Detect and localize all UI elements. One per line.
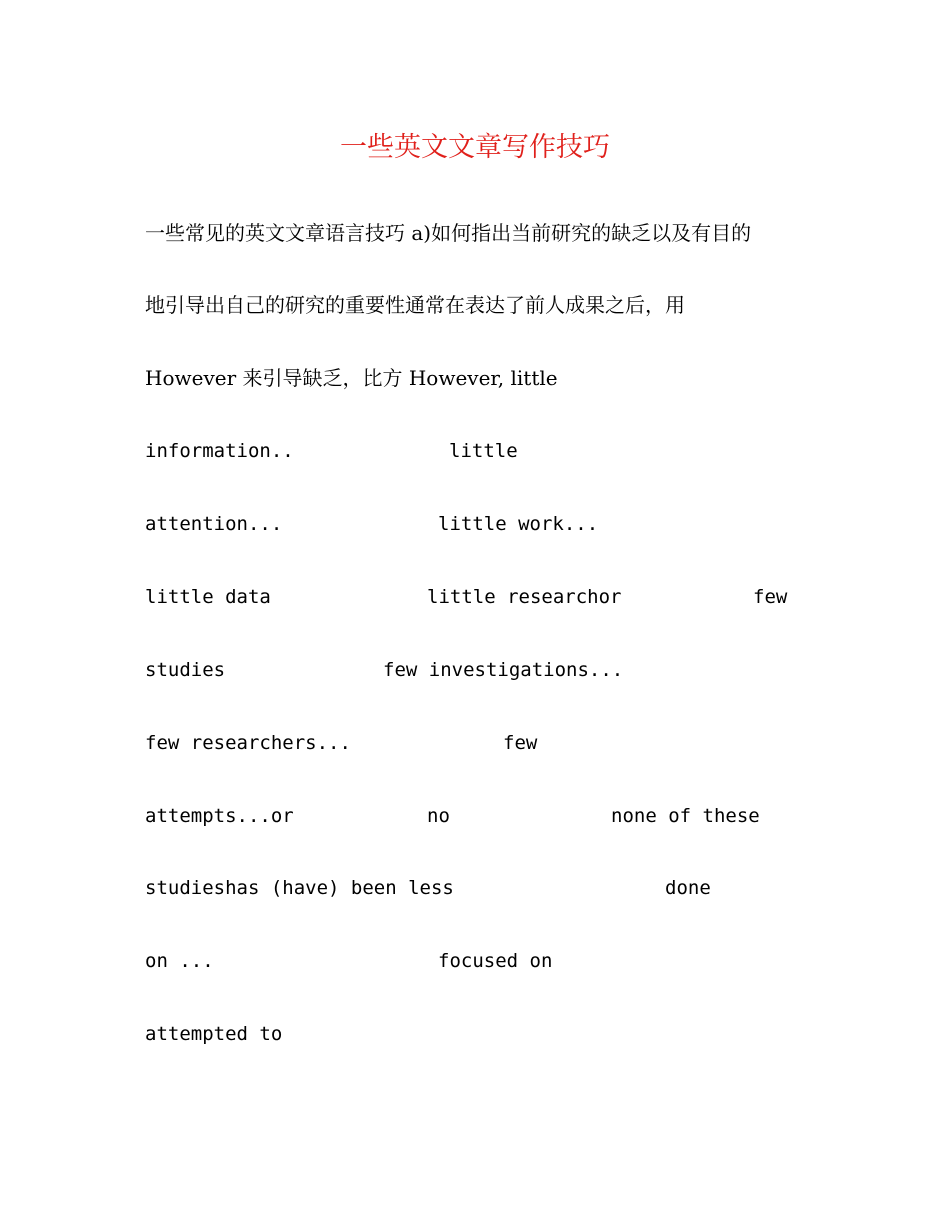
phrase-row — [145, 728, 845, 758]
phrase-row — [145, 946, 845, 976]
phrase: few — [753, 586, 788, 608]
phrase: few investigations... — [383, 659, 624, 681]
phrase: little researchor — [427, 586, 622, 608]
paragraph-line: However 来引导缺乏，比方 However, little — [145, 366, 558, 390]
phrase: done — [665, 877, 711, 899]
phrase: none of these — [611, 805, 760, 827]
paragraph-line: 地引导出自己的研究的重要性通常在表达了前人成果之后，用 — [145, 293, 685, 317]
phrase: little work... — [438, 513, 599, 535]
document-title: 一些英文文章写作技巧 — [340, 132, 610, 163]
phrase: few — [503, 732, 538, 754]
phrase-row — [145, 801, 845, 831]
phrase-row — [145, 436, 845, 466]
phrase: studieshas (have) been less — [145, 877, 454, 899]
phrase: attempted to — [145, 1023, 283, 1045]
phrase-row — [145, 1019, 845, 1049]
phrase: attempts...or — [145, 805, 294, 827]
phrase: little data — [145, 586, 271, 608]
phrase: no — [427, 805, 450, 827]
phrase: on ... — [145, 950, 214, 972]
phrase: studies — [145, 659, 226, 681]
phrase: few researchers... — [145, 732, 351, 754]
phrase-row — [145, 873, 845, 903]
phrase-row — [145, 582, 845, 612]
phrase: attention... — [145, 513, 283, 535]
phrase-row — [145, 509, 845, 539]
phrase: focused on — [438, 950, 553, 972]
phrase-row — [145, 655, 845, 685]
paragraph-line: 一些常见的英文文章语言技巧 a)如何指出当前研究的缺乏以及有目的 — [145, 221, 752, 245]
phrase: little — [449, 440, 518, 462]
phrase: information.. — [145, 440, 294, 462]
